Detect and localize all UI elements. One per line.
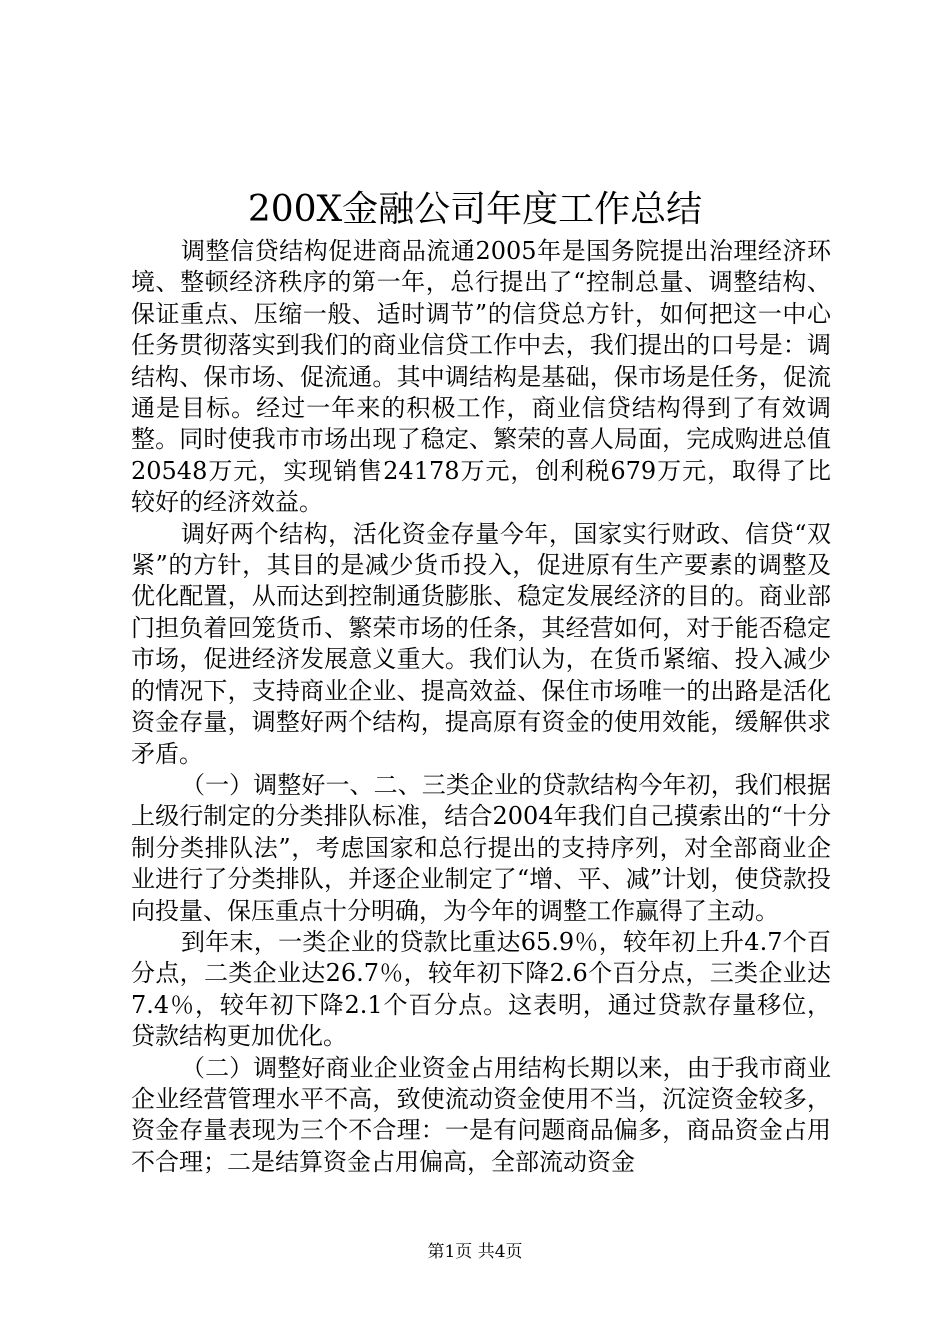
document-title: 200X金融公司年度工作总结 (247, 189, 703, 230)
paragraph: （二）调整好商业企业资金占用结构长期以来，由于我市商业企业经营管理水平不高，致使流动资金使用不当，沉淀资金较多，资金存量表现为三个不合理：一是有问题商品偏多，商品资金占用不合理；二是结算资金占用偏高，全部流动资金 (131, 1053, 831, 1176)
paragraph: 调好两个结构，活化资金存量今年，国家实行财政、信贷“双紧”的方针，其目的是减少货币投入，促进原有生产要素的调整及优化配置，从而达到控制通货膨胀、稳定发展经济的目的。商业部门担负着回笼货币、繁荣市场的任条，其经营如何，对于能否稳定市场，促进经济发展意义重大。我们认为，在货币紧缩、投入减少的情况下，支持商业企业、提高效益、保住市场唯一的出路是活化资金存量，调整好两个结构，提高原有资金的使用效能，缓解供求矛盾。 (131, 519, 831, 768)
paragraph: 到年末，一类企业的贷款比重达65.9％，较年初上升4.7个百分点，二类企业达26.7％，较年初下降2.6个百分点，三类企业达7.4％，较年初下降2.1个百分点。这表明，通过贷款存量移位，贷款结构更加优化。 (131, 927, 831, 1051)
paragraph: （一）调整好一、二、三类企业的贷款结构今年初，我们根据上级行制定的分类排队标准，结合2004年我们自己摸索出的“十分制分类排队法”，考虑国家和总行提出的支持序列，对全部商业企业进行了分类排队，并逐企业制定了“增、平、减”计划，使贷款投向投量、保压重点十分明确，为今年的调整工作赢得了主动。 (131, 770, 831, 925)
document-body (131, 236, 831, 1178)
paragraph: 调整信贷结构促进商品流通2005年是国务院提出治理经济环境、整顿经济秩序的第一年，总行提出了“控制总量、调整结构、保证重点、压缩一般、适时调节”的信贷总方针，如何把这一中心任务贯彻落实到我们的商业信贷工作中去，我们提出的口号是：调结构、保市场、促流通。其中调结构是基础，保市场是任务，促流通是目标。经过一年来的积极工作，商业信贷结构得到了有效调整。同时使我市市场出现了稳定、繁荣的喜人局面，完成购进总值20548万元，实现销售24178万元，创利税679万元，取得了比较好的经济效益。 (131, 237, 831, 517)
page-number-footer: 第1页 共4页 (427, 1242, 523, 1262)
